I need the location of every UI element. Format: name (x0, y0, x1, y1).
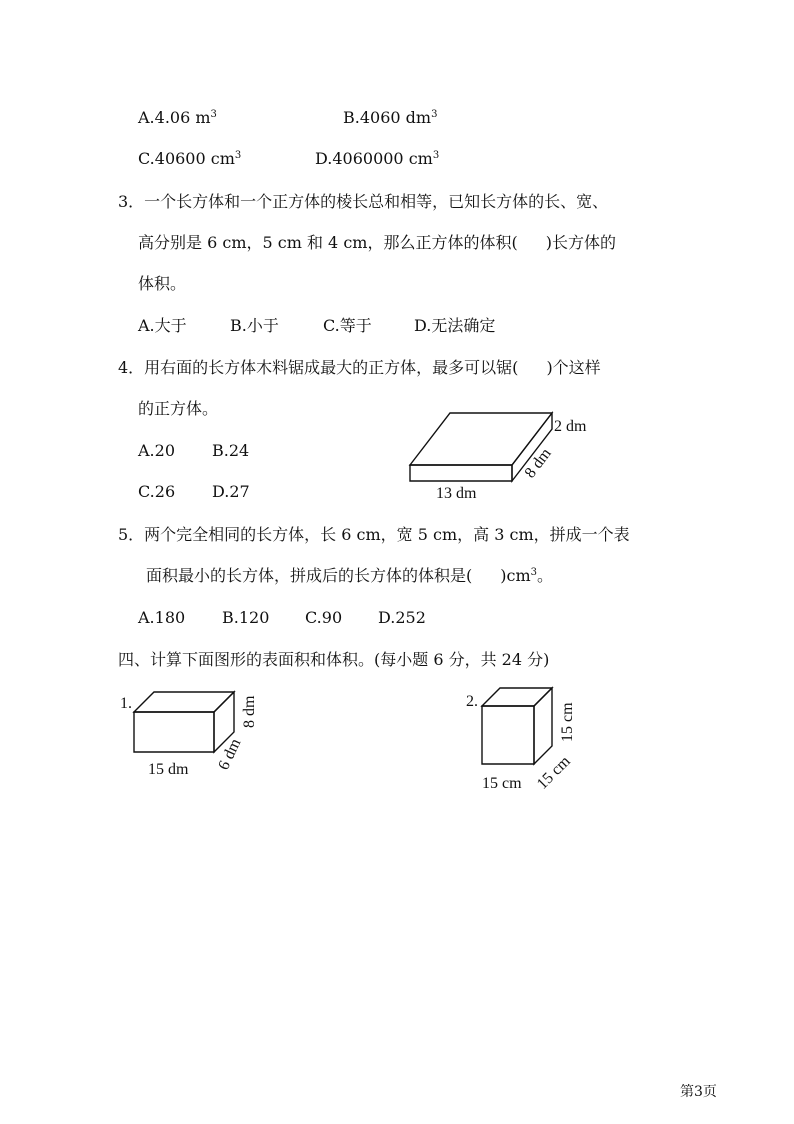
q4-option-a: A.20 (138, 441, 175, 460)
section-4-title: 四、计算下面图形的表面积和体积。(每小题 6 分，共 24 分) (118, 650, 550, 669)
front-face (134, 712, 214, 752)
top-face (134, 692, 234, 712)
page-number: 第3页 (680, 1084, 717, 1100)
width-label: 6 dm (215, 736, 245, 773)
figure-2-cube (460, 680, 600, 800)
length-label: 15 dm (148, 761, 189, 778)
q3-option-b: B.小于 (230, 316, 279, 335)
q5-option-d: D.252 (378, 608, 426, 627)
q4-option-d: D.27 (212, 482, 250, 501)
depth-label: 8 dm (521, 445, 555, 482)
q4-line-2: 的正方体。 (138, 399, 219, 418)
figure-number: 1. (120, 695, 132, 712)
q2-option-c: C.40600 $cm^3$ (138, 149, 242, 168)
front-face (482, 706, 534, 764)
q2-option-b: B.4060 $dm^3$ (343, 108, 438, 127)
q5-line-2: 面积最小的长方体，拼成后的长方体的体积是( )$cm^3$。 (146, 566, 554, 585)
q5-line-1: 5．两个完全相同的长方体，长 6 cm，宽 5 cm，高 3 cm，拼成一个表 (118, 525, 630, 544)
height-label: 15 cm (559, 702, 576, 742)
front-face (410, 465, 512, 481)
q5-option-c: C.90 (305, 608, 343, 627)
figure-1-cuboid (110, 680, 280, 790)
length-label: 13 dm (436, 485, 477, 502)
side-face (534, 688, 552, 764)
q4-cuboid-figure (400, 405, 600, 505)
q2-option-d: D.4060000 $cm^3$ (315, 149, 440, 168)
figure-number: 2. (466, 693, 478, 710)
height-label: 8 dm (241, 695, 258, 728)
q3-line-1: 3．一个长方体和一个正方体的棱长总和相等，已知长方体的长、宽、 (118, 192, 609, 211)
length-label: 15 cm (482, 775, 522, 792)
q3-line-2: 高分别是 6 cm，5 cm 和 4 cm，那么正方体的体积( )长方体的 (138, 233, 616, 252)
q3-line-3: 体积。 (138, 274, 187, 293)
q4-option-b: B.24 (212, 441, 250, 460)
q5-option-a: A.180 (138, 608, 186, 627)
q5-option-b: B.120 (222, 608, 270, 627)
q3-option-a: A.大于 (138, 316, 187, 335)
q3-option-c: C.等于 (323, 316, 372, 335)
q2-option-a: A.4.06 $m^3$ (138, 108, 217, 127)
q3-option-d: D.无法确定 (414, 316, 496, 335)
top-face (482, 688, 552, 706)
q4-option-c: C.26 (138, 482, 176, 501)
width-label: 15 cm (533, 752, 574, 793)
height-label: 2 dm (554, 418, 587, 435)
q4-line-1: 4．用右面的长方体木料锯成最大的正方体，最多可以锯( )个这样 (118, 358, 601, 377)
